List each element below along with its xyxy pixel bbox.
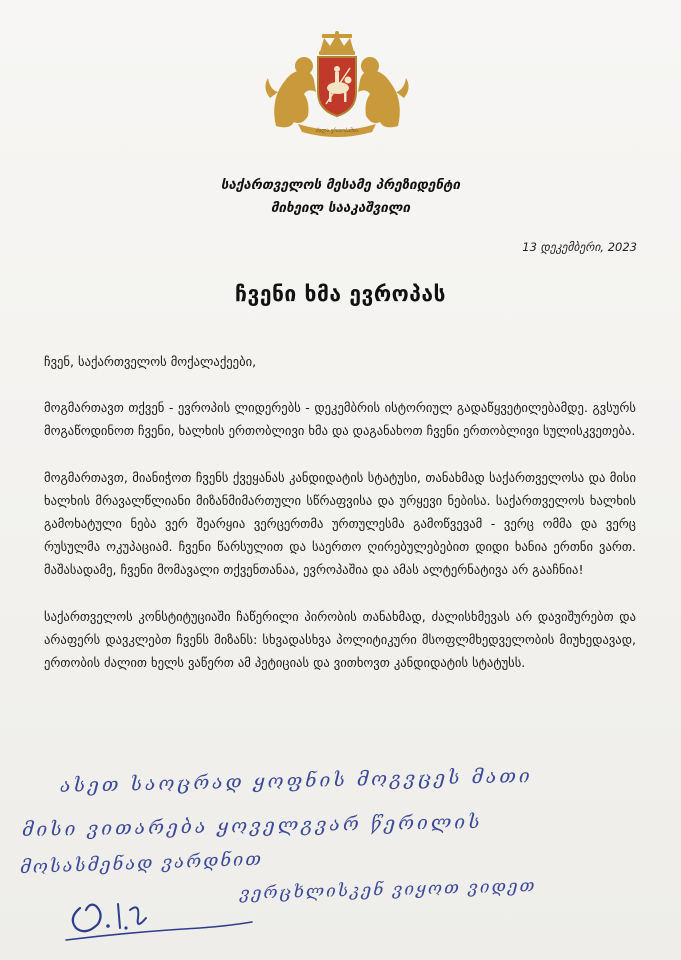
paragraph-2: მოგმართავთ, მიანიჭოთ ჩვენს ქვეყანას კანდიდატის სტატუსი, თანახმად საქართველოსა და მისი ხალხის მრავალწლიანი მიზანმიმართული სწრაფვისა და ურყევი ნებისა. საქართველოს ხალხის გამოხატული ნება ვერ შეარყია ვერცერთმა ურთულესმა გამოწვევამ - ვერც ომმა და ვერც რუსულმა ოკუპაციამ. ჩვენი წარსულით და საერთო ღირებულებებით დიდი ხანია ერთნი ვართ. მაშასადამე, ჩვენი მომავალი თქვენთანაა, ევროპაშია და ამას ალტერნატივა არ გააჩნია! [44,470,636,577]
letter-body [44,350,636,674]
greeting: ჩვენ, საქართველოს მოქალაქეები, [44,354,257,369]
paragraph-1: მოგმართავთ თქვენ - ევროპის ლიდერებს - დეკემბრის ისტორიულ გადაწყვეტილებამდე. გვსურს მოგაწოდინოთ ჩვენი, ხალხის ერთობლივი ხმა და დაგანახოთ ჩვენი ერთობლივი სულისკვეთება. [44,400,636,438]
author-block [0,174,681,220]
author-name: მიხეილ სააკაშვილი [270,200,411,216]
georgia-coat-of-arms-icon [258,30,416,138]
letter-title: ჩვენი ხმა ევროპას [235,282,446,306]
handwritten-line-1: ასეთ საოცრად ყოფნის მოგვცეს მათი [59,765,533,797]
handwritten-line-3: მოსასმენად ვარდნით [19,848,264,879]
paragraph-3: საქართველოს კონსტიტუციაში ჩაწერილი პირობის თანახმად, ძალისხმევას არ დავიშურებთ და არაფერს დავკლებთ ჩვენს მიზანს: სხვადასხვა პოლიტიკური მსოფლმხედველობის მიუხედავად, ერთობის ძალით ხელს ვაწერთ ამ პეტიციას და ვითხოვთ კანდიდატის სტატუსს. [44,609,636,670]
letter-date: 13 დეკემბერი, 2023 [522,240,637,254]
emblem-motto: ძალა ერთობაშია [316,128,358,134]
handwritten-line-2: მისი ვითარება ყოველგვარ წერილის [21,810,483,842]
handwritten-signature-icon [60,888,260,950]
handwritten-line-4: ვერცხლისკენ ვიყოთ ვიდეთ [239,876,537,904]
author-title: საქართველოს მესამე პრეზიდენტი [220,177,461,193]
